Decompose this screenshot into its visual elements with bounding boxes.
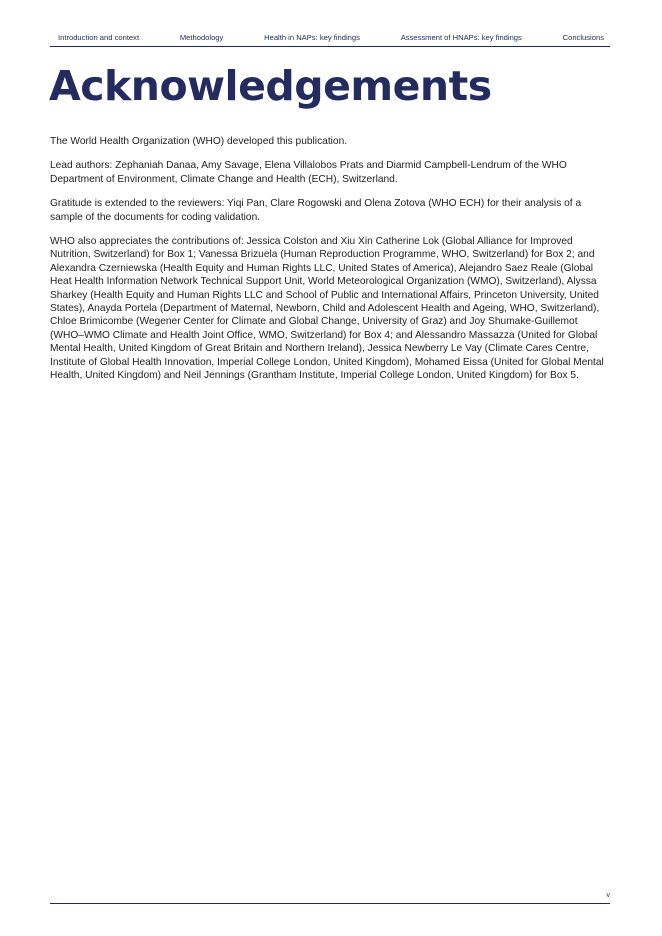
- nav-link-introduction[interactable]: Introduction and context: [58, 33, 140, 42]
- page-title: Acknowledgements: [49, 62, 492, 110]
- paragraph-publication-statement: The World Health Organization (WHO) developed this publication.: [50, 136, 348, 147]
- page-number: v: [606, 892, 610, 899]
- nav-link-assessment-of-hnaps[interactable]: Assessment of HNAPs: key findings: [400, 33, 522, 42]
- nav-link-health-in-naps[interactable]: Health in NAPs: key findings: [264, 33, 360, 42]
- paragraph-contributors: WHO also appreciates the contributions of: Jessica Colston and Xiu Xin Catherine Lok (Global Alliance for Improved Nutrition, Switzerland) for Box 1; Vanessa Brizuela (Human Reproduction Programme, WHO, Switzerland) for Box 2; and Alexandra Czerniewska (Health Equity and Human Rights LLC, United States of America), Alejandro Saez Reale (Global Heat Health Information Network Technical Support Unit, World Meteorological Organization (WMO), Switzerland), Alyssa Sharkey (Health Equity and Human Rights LLC and School of Public and International Affairs, Princeton University, United States), Anayda Portela (Department of Maternal, Newborn, Child and Adolescent Health and Ageing, WHO, Switzerland), Chloe Brimicombe (Wegener Center for Climate and Global Change, University of Graz) and Joy Shumake-Guillemot (WHO–WMO Climate and Health Joint Office, WMO, Switzerland) for Box 4; and Alessandro Massazza (United for Global Mental Health, United Kingdom of Great Britain and Northern Ireland), Jessica Newberry Le Vay (Climate Cares Centre, Institute of Global Health Innovation, Imperial College London, United Kingdom), Mohamed Eissa (United for Global Mental Health, United Kingdom) and Neil Jennings (Grantham Institute, Imperial College London, United Kingdom) for Box 5.: [50, 236, 604, 382]
- paragraph-lead-authors: Lead authors: Zephaniah Danaa, Amy Savage, Elena Villalobos Prats and Diarmid Campbell-Lendrum of the WHO Department of Environment, Climate Change and Health (ECH), Switzerland.: [50, 160, 567, 185]
- body-text: [50, 135, 610, 394]
- section-navigation: [50, 33, 610, 47]
- nav-link-methodology[interactable]: Methodology: [179, 33, 224, 42]
- nav-link-conclusions[interactable]: Conclusions: [562, 33, 604, 42]
- footer-divider: [50, 903, 610, 904]
- paragraph-reviewers: Gratitude is extended to the reviewers: Yiqi Pan, Clare Rogowski and Olena Zotova (WHO ECH) for their analysis of a sample of the documents for coding validation.: [50, 198, 582, 223]
